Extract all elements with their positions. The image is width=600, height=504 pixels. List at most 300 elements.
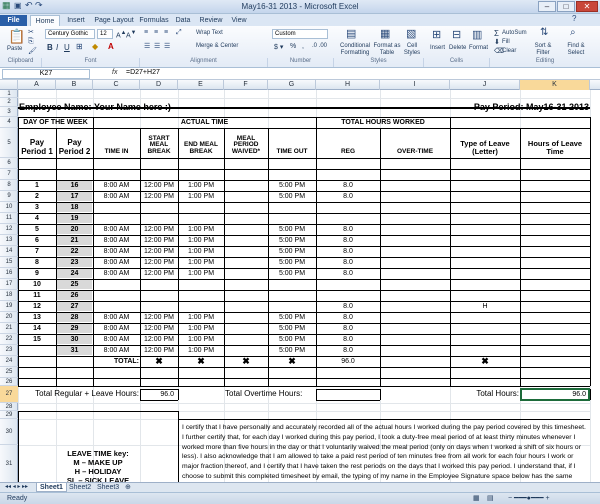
disabled-cross-icon[interactable]: ✖ xyxy=(481,357,489,366)
total-reg[interactable]: 96.0 xyxy=(341,357,355,365)
close-button[interactable]: ✕ xyxy=(576,1,598,12)
tab-insert[interactable]: Insert xyxy=(67,17,85,24)
tab-page-layout[interactable]: Page Layout xyxy=(94,17,134,24)
table-row-reg[interactable]: 8.0 xyxy=(343,225,353,233)
borders-icon[interactable]: ⊞ xyxy=(76,42,83,51)
row-header-1[interactable]: 1 xyxy=(0,90,18,98)
table-row-pp2[interactable]: 31 xyxy=(57,346,92,355)
table-row-leave-type[interactable] xyxy=(451,214,519,223)
table-row-end-meal[interactable] xyxy=(179,291,223,300)
leave-hours-header[interactable]: Hours of Leave Time xyxy=(527,139,583,157)
table-row-time-in[interactable] xyxy=(94,302,139,311)
table-row-pp1[interactable]: 7 xyxy=(35,247,39,255)
table-row-time-out[interactable]: 5:00 PM xyxy=(278,258,306,266)
table-row-leave-type[interactable] xyxy=(451,225,519,234)
format-as-table-icon[interactable]: ▦ xyxy=(380,28,391,40)
time-out-header[interactable]: TIME OUT xyxy=(276,148,308,156)
table-row-overtime[interactable] xyxy=(381,291,449,300)
help-icon[interactable]: ? xyxy=(572,14,577,23)
table-row-time-in[interactable]: 8:00 AM xyxy=(103,335,130,343)
table-row-leave-hours[interactable] xyxy=(521,181,589,190)
table-row-time-in[interactable]: 8:00 AM xyxy=(103,313,130,321)
table-row-leave-type[interactable] xyxy=(451,346,519,355)
table-row-time-out[interactable] xyxy=(269,214,315,223)
copy-icon[interactable]: ⎘ xyxy=(28,38,34,45)
conditional-formatting-icon[interactable]: ▤ xyxy=(346,28,357,40)
table-row-end-meal[interactable]: 1:00 PM xyxy=(187,346,215,354)
total-regular-leave-value[interactable]: 96.0 xyxy=(160,390,174,398)
start-meal-header[interactable]: START MEAL BREAK xyxy=(147,134,171,156)
cut-icon[interactable]: ✂ xyxy=(28,29,34,36)
row-header-9[interactable]: 9 xyxy=(0,191,18,202)
column-header-d[interactable]: D xyxy=(140,80,178,90)
table-row-start-meal[interactable] xyxy=(141,291,177,300)
table-row-meal-waived[interactable] xyxy=(225,324,267,333)
employee-name-value[interactable]: Your Name here :) xyxy=(94,101,171,112)
pay-period[interactable]: Pay Period: May16-31 2013 xyxy=(473,101,589,112)
table-row-overtime[interactable] xyxy=(381,324,449,333)
table-row-start-meal[interactable]: 12:00 PM xyxy=(144,247,174,255)
table-row-time-out[interactable]: 5:00 PM xyxy=(278,247,306,255)
table-row-pp2[interactable]: 30 xyxy=(57,335,92,344)
pay-period-1-header[interactable]: Pay Period 1 xyxy=(21,138,53,156)
table-row-time-in[interactable]: 8:00 AM xyxy=(103,258,130,266)
table-row-end-meal[interactable]: 1:00 PM xyxy=(187,236,215,244)
total-hours-worked-header[interactable]: TOTAL HOURS WORKED xyxy=(341,118,425,126)
table-row-leave-hours[interactable] xyxy=(521,269,589,278)
table-row-pp2[interactable]: 20 xyxy=(57,225,92,234)
table-row-leave-hours[interactable] xyxy=(521,214,589,223)
table-row-start-meal[interactable]: 12:00 PM xyxy=(144,181,174,189)
find-select-icon[interactable]: ⌕ xyxy=(570,27,576,38)
table-row-end-meal[interactable]: 1:00 PM xyxy=(187,269,215,277)
table-row-leave-hours[interactable] xyxy=(521,280,589,289)
table-row-time-in[interactable]: 8:00 AM xyxy=(103,236,130,244)
table-row-pp2[interactable]: 16 xyxy=(57,181,92,190)
table-row-leave-type[interactable] xyxy=(451,192,519,201)
total-regular-leave-label[interactable]: Total Regular + Leave Hours: xyxy=(35,389,139,399)
column-header-h[interactable]: H xyxy=(316,80,380,90)
font-name-select[interactable]: Century Gothic xyxy=(45,29,95,39)
tab-view[interactable]: View xyxy=(231,17,247,24)
cell-styles-button[interactable]: Cell Styles xyxy=(403,43,421,56)
certification-text[interactable]: I certify that I have personally and accurately recorded all of the actual hours I worked during the pay period covered by this timesheet. I further certify that, for each day I worked during this pay period, I took a duty-free meal period of at least thirty minutes whenever I worked more than five hours in the day or that I voluntarily waived the meal period (only on days when I worked a shift of six hours or less). I also acknowledge that I am allowed to take a paid rest period of ten minutes free from all work for each four hours I work or major fraction thereof, and I certify that I have taken the rest periods on the days that I worked this pay period. I understand that, if I choose to submit this completed timesheet by email, the typing of my name in the Employee Signature space below has the same xyxy=(182,424,586,480)
italic-button[interactable]: I xyxy=(56,43,59,52)
table-row-pp1[interactable]: 15 xyxy=(33,335,41,343)
cell-styles-icon[interactable]: ▧ xyxy=(406,28,417,40)
paste-icon[interactable]: 📋 xyxy=(8,28,26,44)
table-row-end-meal[interactable]: 1:00 PM xyxy=(187,258,215,266)
table-row-reg[interactable]: 8.0 xyxy=(343,236,353,244)
row-header-17[interactable]: 17 xyxy=(0,279,18,290)
conditional-formatting-button[interactable]: Conditional Formatting xyxy=(339,43,371,56)
table-row-time-out[interactable]: 5:00 PM xyxy=(278,346,306,354)
table-row-pp1[interactable]: 12 xyxy=(33,302,41,310)
disabled-cross-icon[interactable]: ✖ xyxy=(288,357,296,366)
table-row-overtime[interactable] xyxy=(381,302,449,311)
table-row-time-out[interactable]: 5:00 PM xyxy=(278,181,306,189)
align-top-icon[interactable]: ≡ xyxy=(144,29,149,36)
table-row-reg[interactable]: 8.0 xyxy=(343,313,353,321)
table-row-pp1[interactable]: 5 xyxy=(35,225,39,233)
table-row-start-meal[interactable]: 12:00 PM xyxy=(144,225,174,233)
table-row-overtime[interactable] xyxy=(381,181,449,190)
column-header-c[interactable]: C xyxy=(93,80,140,90)
table-row-time-out[interactable]: 5:00 PM xyxy=(278,324,306,332)
row-header-2[interactable]: 2 xyxy=(0,98,18,107)
table-row-start-meal[interactable]: 12:00 PM xyxy=(144,335,174,343)
wrap-text-button[interactable]: Wrap Text xyxy=(196,30,223,36)
table-row-overtime[interactable] xyxy=(381,236,449,245)
row-header-27[interactable]: 27 xyxy=(0,386,18,403)
total-label[interactable]: TOTAL: xyxy=(113,357,139,365)
table-row-meal-waived[interactable] xyxy=(225,181,267,190)
delete-cells-icon[interactable]: ⊟ xyxy=(452,29,462,41)
table-row-pp1[interactable]: 2 xyxy=(35,192,39,200)
table-row-overtime[interactable] xyxy=(381,192,449,201)
table-row-leave-type[interactable] xyxy=(451,313,519,322)
column-header-j[interactable]: J xyxy=(450,80,520,90)
row-header-13[interactable]: 13 xyxy=(0,235,18,246)
table-row-end-meal[interactable]: 1:00 PM xyxy=(187,313,215,321)
table-row-overtime[interactable] xyxy=(381,313,449,322)
view-normal-icon[interactable]: ▦ xyxy=(473,495,480,502)
table-row-start-meal[interactable] xyxy=(141,302,177,311)
table-row-leave-type[interactable] xyxy=(451,324,519,333)
table-row-reg[interactable] xyxy=(317,214,379,223)
table-row-reg[interactable]: 8.0 xyxy=(343,181,353,189)
table-row-pp2[interactable]: 23 xyxy=(57,258,92,267)
table-row-reg[interactable] xyxy=(317,280,379,289)
table-row-pp1[interactable]: 1 xyxy=(35,181,39,189)
table-row-reg[interactable]: 8.0 xyxy=(343,324,353,332)
table-row-end-meal[interactable] xyxy=(179,214,223,223)
table-row-reg[interactable] xyxy=(317,291,379,300)
row-header-28[interactable]: 28 xyxy=(0,403,18,411)
row-header-25[interactable]: 25 xyxy=(0,367,18,378)
currency-button[interactable]: $ ▾ xyxy=(274,44,284,51)
table-row-time-out[interactable]: 5:00 PM xyxy=(278,269,306,277)
table-row-time-in[interactable] xyxy=(94,280,139,289)
table-row-overtime[interactable] xyxy=(381,269,449,278)
table-row-start-meal[interactable] xyxy=(141,280,177,289)
disabled-cross-icon[interactable]: ✖ xyxy=(197,357,205,366)
table-row-overtime[interactable] xyxy=(381,214,449,223)
table-row-end-meal[interactable]: 1:00 PM xyxy=(187,247,215,255)
tab-file[interactable]: File xyxy=(0,15,27,26)
table-row-leave-hours[interactable] xyxy=(521,225,589,234)
view-page-layout-icon[interactable]: ▤ xyxy=(487,495,494,502)
table-row-meal-waived[interactable] xyxy=(225,269,267,278)
underline-button[interactable]: U xyxy=(64,43,70,52)
table-row-end-meal[interactable] xyxy=(179,203,223,212)
table-row-reg[interactable]: 8.0 xyxy=(343,247,353,255)
format-painter-icon[interactable]: 🖌 xyxy=(28,48,37,55)
minimize-button[interactable]: – xyxy=(538,1,556,12)
format-as-table-button[interactable]: Format as Table xyxy=(373,43,401,56)
end-meal-header[interactable]: END MEAL BREAK xyxy=(184,141,218,156)
employee-name-label[interactable]: Employee Name: xyxy=(19,101,92,112)
format-cells-icon[interactable]: ▥ xyxy=(472,29,483,41)
row-header-23[interactable]: 23 xyxy=(0,345,18,356)
row-header-12[interactable]: 12 xyxy=(0,224,18,235)
table-row-leave-type[interactable] xyxy=(451,258,519,267)
disabled-cross-icon[interactable]: ✖ xyxy=(242,357,250,366)
worksheet-grid[interactable] xyxy=(0,80,600,482)
row-header-19[interactable]: 19 xyxy=(0,301,18,312)
table-row-pp1[interactable]: 11 xyxy=(33,291,41,299)
sort-filter-button[interactable]: Sort & Filter xyxy=(534,43,552,56)
table-row-leave-hours[interactable] xyxy=(521,258,589,267)
table-row-time-in[interactable]: 8:00 AM xyxy=(103,247,130,255)
row-header-14[interactable]: 14 xyxy=(0,246,18,257)
table-row-time-in[interactable]: 8:00 AM xyxy=(103,181,130,189)
insert-cells-icon[interactable]: ⊞ xyxy=(432,29,442,41)
sheet-tab-1[interactable]: Sheet1 xyxy=(36,483,67,492)
table-row-time-in[interactable]: 8:00 AM xyxy=(103,324,130,332)
total-hours-value[interactable]: 96.0 xyxy=(572,390,586,398)
table-row-meal-waived[interactable] xyxy=(225,335,267,344)
disabled-cross-icon[interactable]: ✖ xyxy=(155,357,163,366)
table-row-pp2[interactable]: 24 xyxy=(57,269,92,278)
table-row-time-in[interactable]: 8:00 AM xyxy=(103,225,130,233)
table-row-time-out[interactable]: 5:00 PM xyxy=(278,313,306,321)
table-row-leave-type[interactable] xyxy=(451,280,519,289)
table-row-leave-type[interactable] xyxy=(451,291,519,300)
insert-function-icon[interactable]: fx xyxy=(112,69,118,76)
table-row-leave-hours[interactable] xyxy=(521,335,589,344)
table-row-meal-waived[interactable] xyxy=(225,280,267,289)
new-sheet-icon[interactable]: ⊕ xyxy=(125,484,131,491)
excel-app-icon[interactable]: ▦ xyxy=(2,0,11,10)
table-row-leave-type[interactable]: H xyxy=(482,302,488,310)
table-row-leave-type[interactable] xyxy=(451,181,519,190)
table-row-time-in[interactable]: 8:00 AM xyxy=(103,269,130,277)
column-header-i[interactable]: I xyxy=(380,80,450,90)
meal-waived-header[interactable]: MEAL PERIOD WAIVED* xyxy=(231,134,261,156)
row-header-5[interactable]: 5 xyxy=(0,128,18,158)
row-header-15[interactable]: 15 xyxy=(0,257,18,268)
fill-color-icon[interactable]: ◆ xyxy=(92,42,99,51)
tab-formulas[interactable]: Formulas xyxy=(139,17,169,24)
table-row-overtime[interactable] xyxy=(381,258,449,267)
table-row-start-meal[interactable]: 12:00 PM xyxy=(144,313,174,321)
table-row-time-in[interactable] xyxy=(94,203,139,212)
table-row-leave-hours[interactable] xyxy=(521,192,589,201)
table-row-time-out[interactable]: 5:00 PM xyxy=(278,192,306,200)
align-center-icon[interactable]: ☰ xyxy=(154,43,161,50)
total-hours-label[interactable]: Total Hours: xyxy=(476,389,519,399)
table-row-time-out[interactable] xyxy=(269,203,315,212)
leave-type-header[interactable]: Type of Leave (Letter) xyxy=(460,139,510,157)
table-row-time-out[interactable]: 5:00 PM xyxy=(278,335,306,343)
table-row-pp2[interactable]: 25 xyxy=(57,280,92,289)
table-row-start-meal[interactable]: 12:00 PM xyxy=(144,324,174,332)
actual-time-header[interactable]: ACTUAL TIME xyxy=(180,118,229,126)
table-row-pp1[interactable] xyxy=(19,346,55,355)
table-row-leave-hours[interactable] xyxy=(521,203,589,212)
table-row-pp2[interactable]: 19 xyxy=(57,214,92,223)
sheet-nav-arrows[interactable]: ◂◂ ◂ ▸ ▸▸ xyxy=(5,484,29,490)
table-row-start-meal[interactable]: 12:00 PM xyxy=(144,192,174,200)
autosum-button[interactable]: AutoSum xyxy=(502,30,527,36)
select-all-corner[interactable] xyxy=(0,80,18,90)
row-header-22[interactable]: 22 xyxy=(0,334,18,345)
table-row-time-out[interactable]: 5:00 PM xyxy=(278,225,306,233)
table-row-overtime[interactable] xyxy=(381,335,449,344)
row-header-8[interactable]: 8 xyxy=(0,180,18,191)
table-row-overtime[interactable] xyxy=(381,225,449,234)
table-row-pp1[interactable]: 4 xyxy=(35,214,39,222)
autosum-icon[interactable]: Σ xyxy=(494,29,499,38)
tab-home[interactable]: Home xyxy=(30,15,60,26)
row-header-6[interactable]: 6 xyxy=(0,158,18,169)
table-row-meal-waived[interactable] xyxy=(225,291,267,300)
table-row-end-meal[interactable]: 1:00 PM xyxy=(187,225,215,233)
table-row-start-meal[interactable] xyxy=(141,203,177,212)
column-header-a[interactable]: A xyxy=(18,80,56,90)
format-cells-button[interactable]: Format xyxy=(469,45,489,51)
table-row-meal-waived[interactable] xyxy=(225,247,267,256)
table-row-pp2[interactable]: 17 xyxy=(57,192,92,201)
table-row-reg[interactable]: 8.0 xyxy=(343,258,353,266)
table-row-meal-waived[interactable] xyxy=(225,236,267,245)
table-row-meal-waived[interactable] xyxy=(225,192,267,201)
decimal-button[interactable]: .0 .00 xyxy=(312,43,328,49)
save-icon[interactable]: ▣ xyxy=(14,1,22,10)
table-row-leave-type[interactable] xyxy=(451,335,519,344)
row-header-20[interactable]: 20 xyxy=(0,312,18,323)
undo-icon[interactable]: ↶ xyxy=(25,0,33,10)
align-left-icon[interactable]: ☰ xyxy=(144,43,151,50)
row-header-18[interactable]: 18 xyxy=(0,290,18,301)
table-row-reg[interactable]: 8.0 xyxy=(343,335,353,343)
column-header-b[interactable]: B xyxy=(56,80,93,90)
fill-icon[interactable]: ⬇ xyxy=(494,39,500,46)
table-row-leave-hours[interactable] xyxy=(521,313,589,322)
table-row-pp1[interactable]: 3 xyxy=(35,203,39,211)
table-row-meal-waived[interactable] xyxy=(225,313,267,322)
merge-center-button[interactable]: Merge & Center xyxy=(196,43,239,49)
table-row-leave-hours[interactable] xyxy=(521,247,589,256)
tab-data[interactable]: Data xyxy=(175,17,191,24)
row-header-31[interactable]: 31 xyxy=(0,445,18,482)
table-row-pp2[interactable]: 18 xyxy=(57,203,92,212)
total-overtime-value[interactable] xyxy=(317,387,379,402)
number-format-select[interactable]: Custom xyxy=(272,29,328,39)
table-row-leave-hours[interactable] xyxy=(521,236,589,245)
table-row-reg[interactable]: 8.0 xyxy=(343,192,353,200)
table-row-time-in[interactable]: 8:00 AM xyxy=(103,346,130,354)
table-row-time-out[interactable] xyxy=(269,291,315,300)
table-row-overtime[interactable] xyxy=(381,247,449,256)
row-header-30[interactable]: 30 xyxy=(0,419,18,445)
table-row-pp1[interactable]: 8 xyxy=(35,258,39,266)
align-right-icon[interactable]: ☰ xyxy=(164,43,171,50)
table-row-leave-hours[interactable] xyxy=(521,291,589,300)
tab-review[interactable]: Review xyxy=(199,17,223,24)
insert-cells-button[interactable]: Insert xyxy=(430,45,446,51)
clear-button[interactable]: Clear xyxy=(502,48,517,54)
table-row-pp2[interactable]: 27 xyxy=(57,302,92,311)
table-row-meal-waived[interactable] xyxy=(225,258,267,267)
column-header-k[interactable]: K xyxy=(520,80,590,90)
table-row-pp2[interactable]: 26 xyxy=(57,291,92,300)
table-row-reg[interactable]: 8.0 xyxy=(343,302,353,310)
table-row-time-in[interactable] xyxy=(94,291,139,300)
table-row-reg[interactable]: 8.0 xyxy=(343,269,353,277)
sheet-tab-3[interactable]: Sheet3 xyxy=(97,484,120,491)
column-header-g[interactable]: G xyxy=(268,80,316,90)
name-box[interactable]: K27 xyxy=(2,69,90,79)
table-row-pp1[interactable]: 13 xyxy=(33,313,41,321)
column-header-f[interactable]: F xyxy=(224,80,268,90)
table-row-start-meal[interactable]: 12:00 PM xyxy=(144,269,174,277)
row-header-4[interactable]: 4 xyxy=(0,117,18,128)
table-row-start-meal[interactable]: 12:00 PM xyxy=(144,258,174,266)
find-select-button[interactable]: Find & Select xyxy=(567,43,585,56)
fill-button[interactable]: Fill xyxy=(502,39,510,45)
table-row-leave-hours[interactable] xyxy=(521,324,589,333)
table-row-meal-waived[interactable] xyxy=(225,225,267,234)
sort-filter-icon[interactable]: ⇅ xyxy=(540,27,549,38)
table-row-reg[interactable]: 8.0 xyxy=(343,346,353,354)
table-row-time-in[interactable]: 8:00 AM xyxy=(103,192,130,200)
table-row-pp2[interactable]: 29 xyxy=(57,324,92,333)
table-row-end-meal[interactable]: 1:00 PM xyxy=(187,324,215,332)
orientation-icon[interactable]: ⤢ xyxy=(176,29,182,36)
table-row-end-meal[interactable] xyxy=(179,280,223,289)
shrink-font-button[interactable]: A▼ xyxy=(126,30,137,40)
table-row-pp2[interactable]: 21 xyxy=(57,236,92,245)
row-header-24[interactable]: 24 xyxy=(0,356,18,367)
row-header-7[interactable]: 7 xyxy=(0,169,18,180)
table-row-end-meal[interactable] xyxy=(179,302,223,311)
table-row-end-meal[interactable]: 1:00 PM xyxy=(187,335,215,343)
overtime-header[interactable]: OVER-TIME xyxy=(396,148,434,156)
table-row-time-out[interactable] xyxy=(269,280,315,289)
table-row-leave-type[interactable] xyxy=(451,203,519,212)
table-row-pp1[interactable]: 9 xyxy=(35,269,39,277)
zoom-slider[interactable]: − ━━━●━━━ + xyxy=(508,495,550,502)
column-header-e[interactable]: E xyxy=(178,80,224,90)
font-size-select[interactable]: 12 xyxy=(97,29,113,39)
table-row-meal-waived[interactable] xyxy=(225,302,267,311)
comma-button[interactable]: , xyxy=(302,43,304,50)
reg-header[interactable]: REG xyxy=(340,148,356,156)
row-header-16[interactable]: 16 xyxy=(0,268,18,279)
table-row-leave-type[interactable] xyxy=(451,236,519,245)
table-row-pp1[interactable]: 6 xyxy=(35,236,39,244)
font-color-button[interactable]: A xyxy=(108,42,114,51)
pay-period-2-header[interactable]: Pay Period 2 xyxy=(58,138,91,156)
row-header-3[interactable]: 3 xyxy=(0,107,18,117)
paste-button[interactable]: Paste xyxy=(7,46,23,52)
day-of-week-header[interactable]: DAY OF THE WEEK xyxy=(23,118,88,126)
row-header-26[interactable]: 26 xyxy=(0,378,18,386)
table-row-leave-type[interactable] xyxy=(451,269,519,278)
table-row-overtime[interactable] xyxy=(381,280,449,289)
row-header-29[interactable]: 29 xyxy=(0,411,18,419)
table-row-pp2[interactable]: 28 xyxy=(57,313,92,322)
table-row-leave-hours[interactable] xyxy=(521,346,589,355)
clear-icon[interactable]: ⌫ xyxy=(494,48,504,55)
table-row-meal-waived[interactable] xyxy=(225,203,267,212)
row-header-11[interactable]: 11 xyxy=(0,213,18,224)
table-row-start-meal[interactable] xyxy=(141,214,177,223)
table-row-meal-waived[interactable] xyxy=(225,346,267,355)
row-header-10[interactable]: 10 xyxy=(0,202,18,213)
